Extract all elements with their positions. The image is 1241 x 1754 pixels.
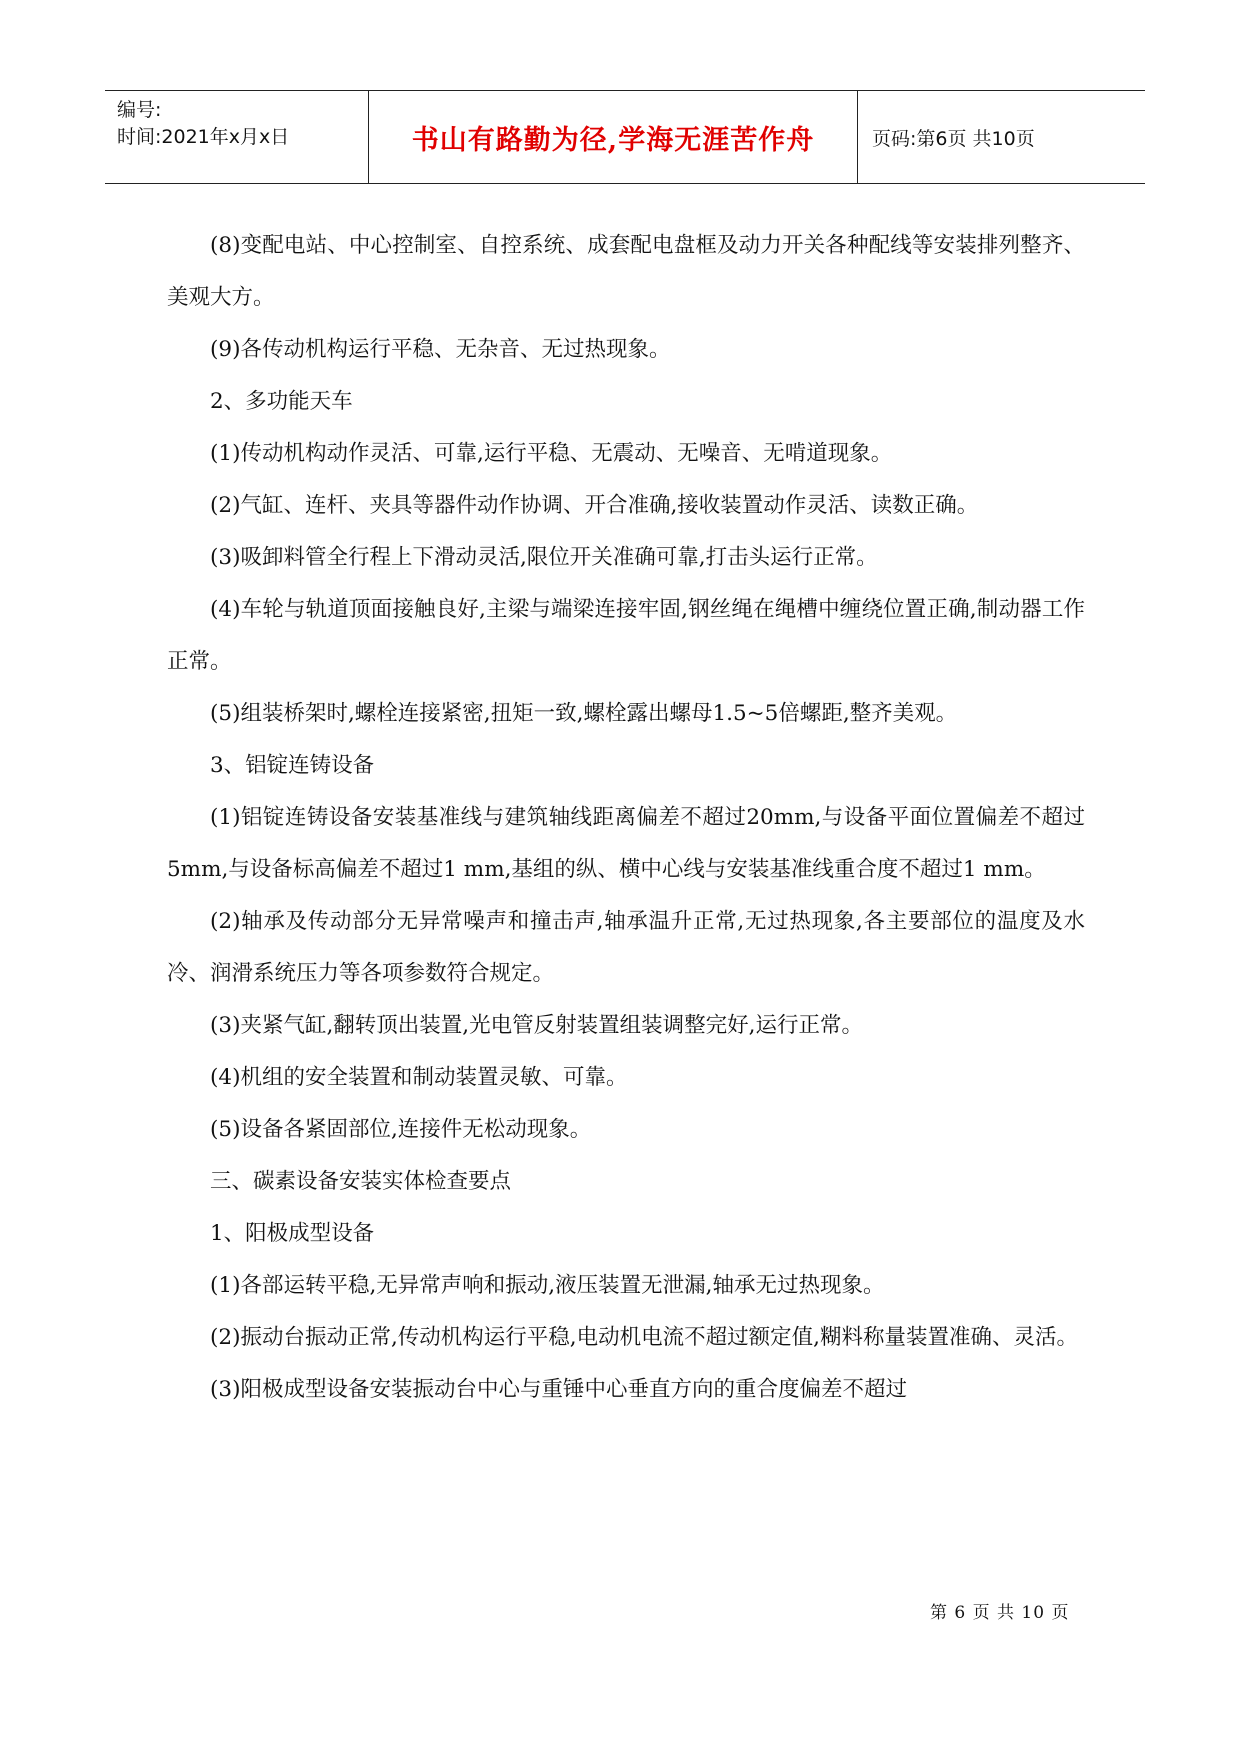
paragraph: (1)各部运转平稳,无异常声响和振动,液压装置无泄漏,轴承无过热现象。 <box>210 1273 885 1298</box>
paragraph: (1)传动机构动作灵活、可靠,运行平稳、无震动、无噪音、无啃道现象。 <box>210 441 893 466</box>
paragraph: (8)变配电站、中心控制室、自控系统、成套配电盘框及动力开关各种配线等安装排列整齐、美观大方。 <box>167 233 1085 310</box>
section-heading: 2、多功能天车 <box>210 389 353 414</box>
paragraph: (3)夹紧气缸,翻转顶出装置,光电管反射装置组装调整完好,运行正常。 <box>210 1013 863 1038</box>
paragraph: (1)铝锭连铸设备安装基准线与建筑轴线距离偏差不超过20mm,与设备平面位置偏差不超过5mm,与设备标高偏差不超过1 mm,基组的纵、横中心线与安装基准线重合度不超过1 mm。 <box>167 805 1085 882</box>
document-time-label: 时间:2021年x月x日 <box>117 126 290 148</box>
section-heading: 3、铝锭连铸设备 <box>210 753 375 778</box>
page-header <box>105 90 1145 184</box>
paragraph: (5)设备各紧固部位,连接件无松动现象。 <box>210 1117 592 1142</box>
section-heading: 1、阳极成型设备 <box>210 1221 375 1246</box>
paragraph: (4)车轮与轨道顶面接触良好,主梁与端梁连接牢固,钢丝绳在绳槽中缠绕位置正确,制动器工作正常。 <box>167 597 1085 674</box>
header-motto: 书山有路勤为径,学海无涯苦作舟 <box>368 91 858 183</box>
paragraph: (2)气缸、连杆、夹具等器件动作协调、开合准确,接收装置动作灵活、读数正确。 <box>210 493 979 518</box>
page-footer: 第 6 页 共 10 页 <box>930 1603 1070 1623</box>
paragraph: (4)机组的安全装置和制动装置灵敏、可靠。 <box>210 1065 628 1090</box>
paragraph: (3)阳极成型设备安装振动台中心与重锤中心垂直方向的重合度偏差不超过 <box>210 1377 907 1402</box>
header-page-label: 页码:第6页 共10页 <box>872 127 1035 150</box>
document-number-label: 编号: <box>117 99 162 121</box>
chapter-heading: 三、碳素设备安装实体检查要点 <box>210 1169 512 1194</box>
paragraph: (3)吸卸料管全行程上下滑动灵活,限位开关准确可靠,打击头运行正常。 <box>210 545 878 570</box>
paragraph: (2)轴承及传动部分无异常噪声和撞击声,轴承温升正常,无过热现象,各主要部位的温度及水冷、润滑系统压力等各项参数符合规定。 <box>167 909 1085 986</box>
document-body <box>167 220 1085 1416</box>
paragraph: (9)各传动机构运行平稳、无杂音、无过热现象。 <box>210 337 671 362</box>
paragraph: (2)振动台振动正常,传动机构运行平稳,电动机电流不超过额定值,糊料称量装置准确、灵活。 <box>210 1325 1078 1350</box>
header-meta <box>105 91 368 183</box>
paragraph: (5)组装桥架时,螺栓连接紧密,扭矩一致,螺栓露出螺母1.5~5倍螺距,整齐美观。 <box>210 701 958 726</box>
